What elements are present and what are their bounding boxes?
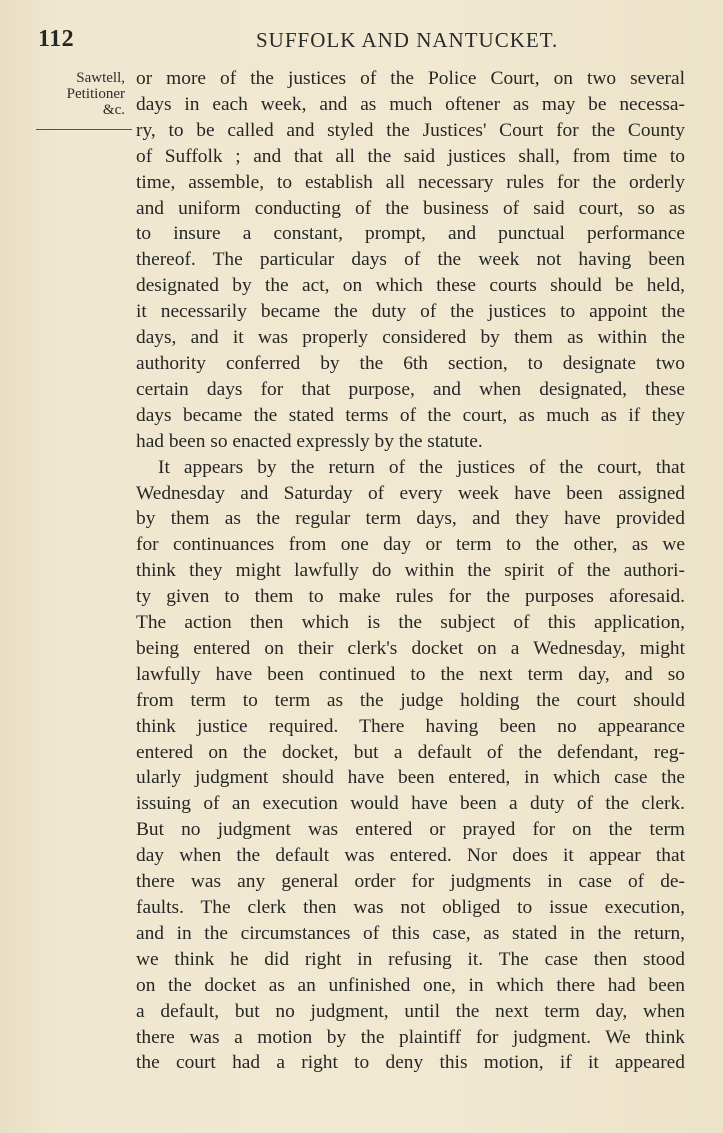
text-line: ularly judgment should have been entered, in which case the: [136, 767, 685, 789]
text-line: lawfully have been continued to the next term day, and so: [136, 663, 685, 685]
text-line: had been so enacted expressly by the statute.: [136, 430, 483, 452]
text-line: Wednesday and Saturday of every week have been assigned: [136, 482, 685, 504]
text-line: issuing of an execution would have been a duty of the clerk.: [136, 793, 685, 815]
text-line: of Suffolk ; and that all the said justices shall, from time to: [136, 145, 685, 167]
text-line: thereof. The particular days of the week not having been: [136, 249, 685, 271]
text-line: time, assemble, to establish all necessary rules for the orderly: [136, 171, 685, 193]
text-line: there was a motion by the plaintiff for judgment. We think: [136, 1026, 685, 1048]
text-line: on the docket as an unfinished one, in which there had been: [136, 974, 685, 996]
text-line: and uniform conducting of the business of said court, so as: [136, 197, 685, 219]
text-line: The action then which is the subject of this application,: [136, 612, 685, 634]
text-line: days in each week, and as much oftener as may be necessa-: [136, 93, 685, 115]
text-line: faults. The clerk then was not obliged to issue execution,: [136, 897, 685, 918]
text-line: entered on the docket, but a default of the defendant, reg-: [136, 741, 685, 763]
text-line: we think he did right in refusing it. The case then stood: [136, 948, 685, 970]
text-line: by them as the regular term days, and they have provided: [136, 508, 685, 530]
text-line: days became the stated terms of the court, as much as if they: [136, 404, 685, 426]
text-line: and in the circumstances of this case, as stated in the return,: [136, 922, 685, 944]
text-line: day when the default was entered. Nor does it appear that: [136, 845, 685, 867]
text-line: ty given to them to make rules for the purposes aforesaid.: [136, 586, 685, 608]
marginal-note-line: Petitioner: [66, 86, 125, 102]
running-head: SUFFOLK AND NANTUCKET.: [256, 28, 559, 52]
text-line: think they might lawfully do within the spirit of the authori-: [136, 560, 685, 582]
text-line: from term to term as the judge holding the court should: [136, 689, 685, 711]
marginal-note: [30, 70, 125, 118]
text-line: it necessarily became the duty of the justices to appoint the: [136, 301, 685, 323]
text-line: think justice required. There having been no appearance: [136, 715, 685, 737]
text-line: being entered on their clerk's docket on a Wednesday, might: [136, 637, 685, 659]
text-line: a default, but no judgment, until the next term day, when: [136, 1000, 685, 1022]
text-line: certain days for that purpose, and when designated, these: [136, 378, 685, 400]
text-line: days, and it was properly considered by them as within the: [136, 327, 685, 349]
text-line: to insure a constant, prompt, and punctual performance: [136, 223, 685, 245]
text-line: or more of the justices of the Police Court, on two several: [136, 68, 685, 89]
text-line: the court had a right to deny this motion, if it appeared: [136, 1052, 685, 1074]
text-line: there was any general order for judgments in case of de-: [136, 871, 685, 893]
marginal-note-line: Sawtell,: [76, 70, 125, 86]
text-line: ry, to be called and styled the Justices' Court for the County: [136, 119, 685, 141]
marginal-note-line: &c.: [102, 102, 125, 118]
text-line: authority conferred by the 6th section, to designate two: [136, 352, 685, 374]
body-text: [136, 66, 685, 1076]
marginal-rule: [36, 129, 132, 130]
page-number: 112: [38, 26, 75, 52]
text-line: But no judgment was entered or prayed for on the term: [136, 819, 685, 841]
text-line: designated by the act, on which these courts should be held,: [136, 275, 685, 297]
paragraph-start-line: It appears by the return of the justices of the court, that: [158, 456, 685, 478]
text-line: for continuances from one day or term to the other, as we: [136, 534, 685, 556]
